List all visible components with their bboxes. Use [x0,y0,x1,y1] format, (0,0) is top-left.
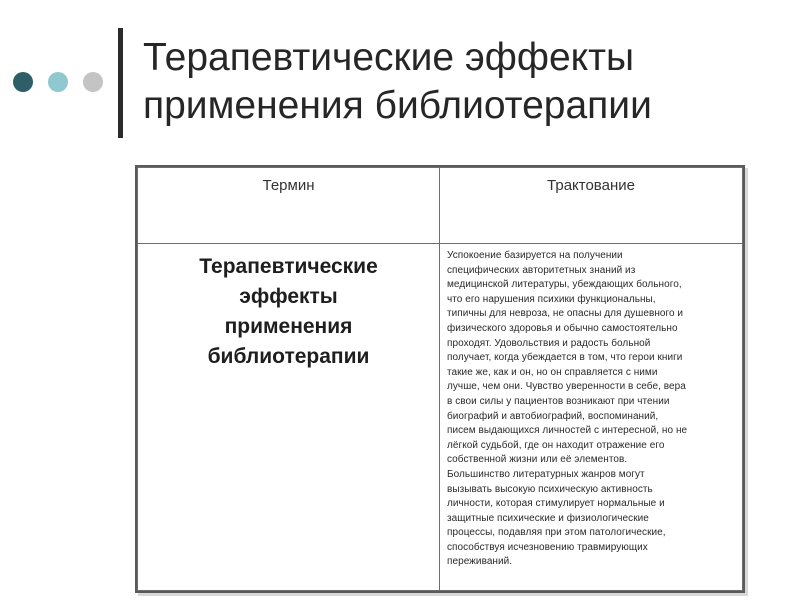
slide-title: Терапевтические эффекты применения библиотерапии [143,36,652,127]
gray-dot-icon [83,72,103,92]
description-cell: Успокоение базируется на получении специфических авторитетных знаний из медицинской литературы, убеждающих больного, что его нарушения психики функциональны, типичны для невроза, не опасны для душевного и физического здоровья и обычно самостоятельно проходят. Удовольствия и радость больной получает, когда убеждается в том, что герои книги такие же, как и он, но он справляется с ними лучше, чем они. Чувство уверенности в себе, вера в свои силы у пациентов возникают при чтении биографий и автобиографий, воспоминаний, писем выдающихся личностей с интересной, но не лёгкой судьбой, где он находит отражение его собственной жизни или её элементов. Большинство литературных жанров могут вызывать высокую психическую активность личности, которая стимулирует нормальные и защитные психические и физиологические процессы, подавляя при этом патологические, способствуя исчезновению травмирующих переживаний. [440,244,743,591]
title-divider-bar [118,28,123,138]
header-term: Термин [138,168,440,244]
teal-dot-icon [13,72,33,92]
slide-bullet-dots [13,72,103,94]
table-header-row [138,168,743,244]
terms-table-container [135,165,745,593]
light-teal-dot-icon [48,72,68,92]
term-cell: Терапевтические эффекты применения библиотерапии [138,244,440,591]
table-row [138,244,743,591]
header-interpretation: Трактование [440,168,743,244]
terms-table [137,167,743,591]
